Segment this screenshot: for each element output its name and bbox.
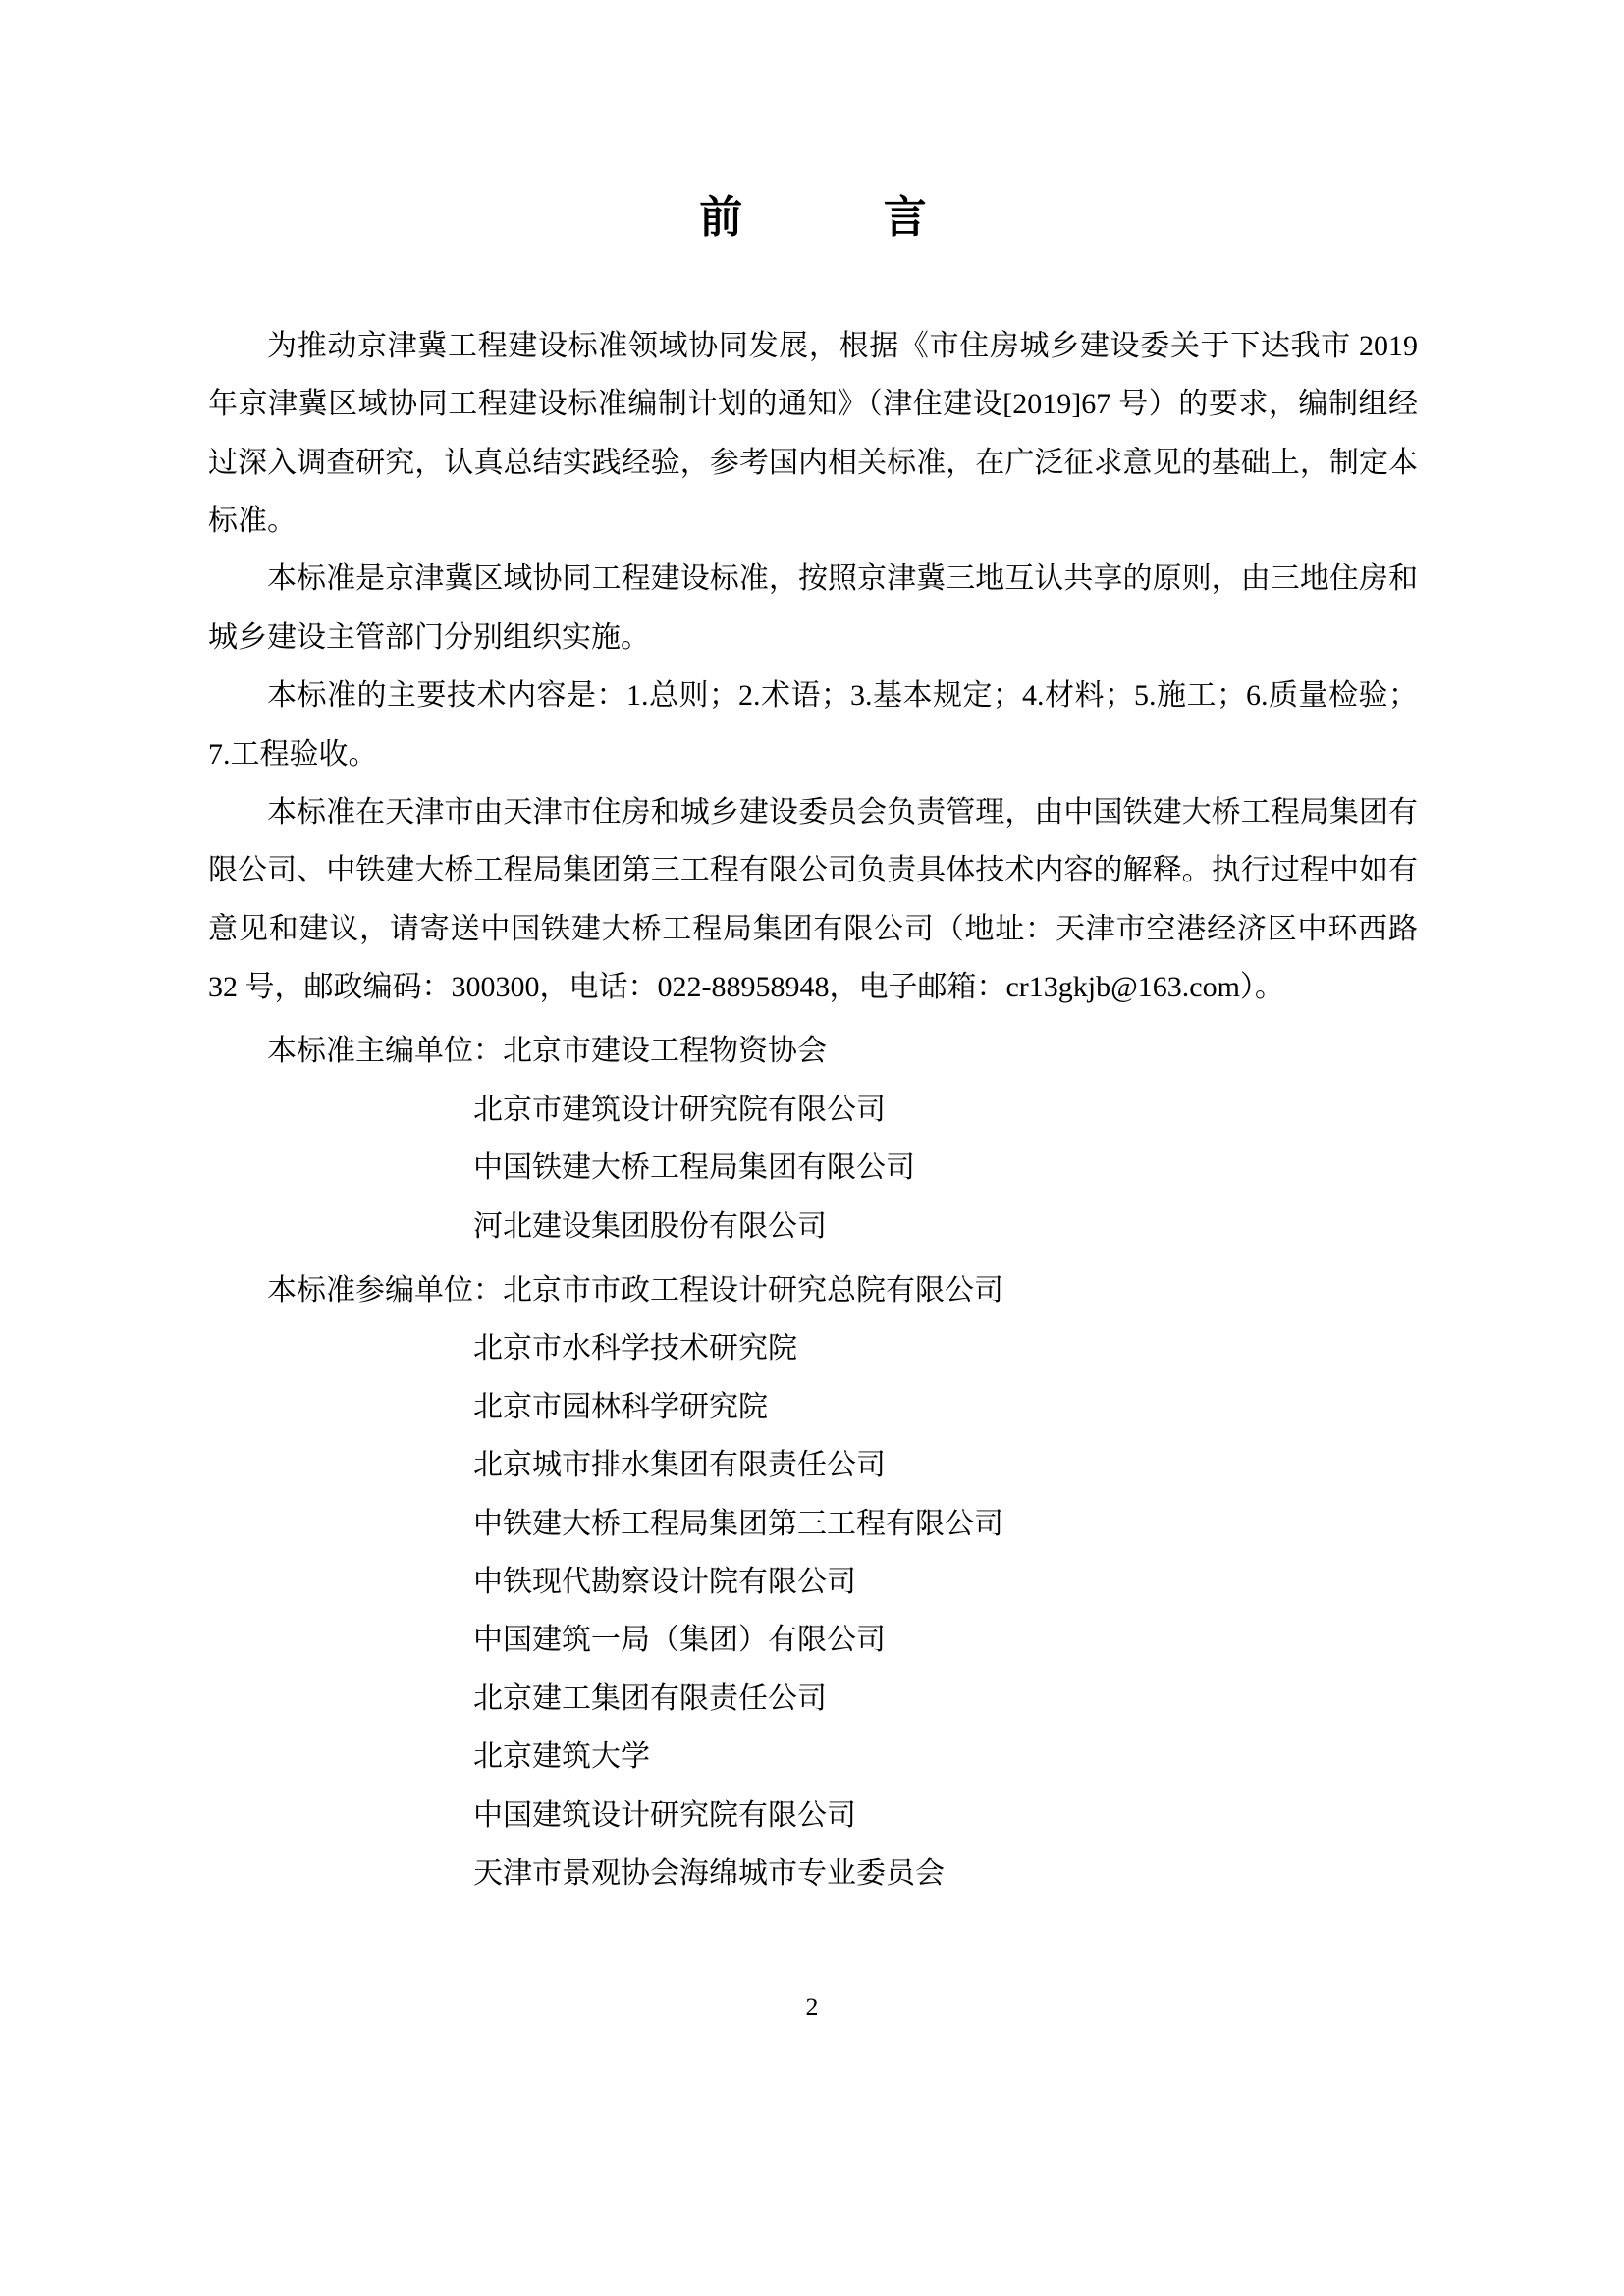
chief-editor-line xyxy=(208,1081,1418,1139)
paragraph-foreword-1: 为推动京津冀工程建设标准领域协同发展，根据《市住房城乡建设委关于下达我市 2019 年京津冀区域协同工程建设标准编制计划的通知》（津住建设[2019]67 号）的要求，编制组经过深入调查研究，认真总结实践经验，参考国内相关标准，在广泛征求意见的基础上，制定本标准。 xyxy=(208,329,1418,537)
chief-editor-label: 本标准主编单位： xyxy=(267,1035,503,1068)
chief-editor-units xyxy=(208,1022,1418,1255)
participating-editor-line xyxy=(208,1378,1418,1436)
participating-editor-line xyxy=(208,1728,1418,1786)
participating-editor-line xyxy=(208,1670,1418,1728)
participating-editor-unit: 北京建筑大学 xyxy=(473,1740,650,1774)
page-content xyxy=(208,0,1418,1902)
participating-editor-unit: 中国建筑设计研究院有限公司 xyxy=(473,1798,856,1832)
participating-editor-unit: 中铁现代勘察设计院有限公司 xyxy=(473,1566,856,1598)
participating-editor-label: 本标准参编单位： xyxy=(267,1274,503,1308)
participating-editor-unit: 北京市市政工程设计研究总院有限公司 xyxy=(503,1274,1003,1308)
chief-editor-unit: 北京市建筑设计研究院有限公司 xyxy=(473,1093,886,1126)
participating-editor-unit: 北京建工集团有限责任公司 xyxy=(473,1682,827,1715)
chief-editor-line xyxy=(208,1139,1418,1197)
page-title: 前 言 xyxy=(699,193,946,241)
participating-editor-line xyxy=(208,1553,1418,1611)
participating-editor-unit: 天津市景观协会海绵城市专业委员会 xyxy=(473,1856,945,1890)
paragraph-foreword-3: 本标准的主要技术内容是：1.总则；2.术语；3.基本规定；4.材料；5.施工；6.质量检验；7.工程验收。 xyxy=(208,679,1418,771)
participating-editor-unit: 中国建筑一局（集团）有限公司 xyxy=(473,1624,886,1657)
participating-editor-line xyxy=(208,1844,1418,1902)
participating-editor-first-line xyxy=(208,1261,1418,1319)
chief-editor-first-line xyxy=(208,1022,1418,1080)
participating-editor-line xyxy=(208,1787,1418,1844)
paragraph-foreword-4: 本标准在天津市由天津市住房和城乡建设委员会负责管理，由中国铁建大桥工程局集团有限公司、中铁建大桥工程局集团第三工程有限公司负责具体技术内容的解释。执行过程中如有意见和建议，请寄送中国铁建大桥工程局集团有限公司（地址：天津市空港经济区中环西路 32 号，邮政编码：300300，电话：022-88958948，电子邮箱：cr13gkjb@163.com）。 xyxy=(208,795,1418,1004)
participating-editor-unit: 北京市水科学技术研究院 xyxy=(473,1332,797,1365)
participating-editor-units xyxy=(208,1261,1418,1902)
participating-editor-unit: 北京城市排水集团有限责任公司 xyxy=(473,1449,886,1482)
chief-editor-unit: 河北建设集团股份有限公司 xyxy=(473,1209,827,1243)
participating-editor-line xyxy=(208,1319,1418,1377)
participating-editor-line xyxy=(208,1495,1418,1553)
participating-editor-line xyxy=(208,1611,1418,1669)
participating-editor-unit: 中铁建大桥工程局集团第三工程有限公司 xyxy=(473,1507,1003,1540)
chief-editor-unit: 北京市建设工程物资协会 xyxy=(503,1035,827,1068)
participating-editor-unit: 北京市园林科学研究院 xyxy=(473,1390,768,1423)
chief-editor-unit: 中国铁建大桥工程局集团有限公司 xyxy=(473,1151,915,1185)
paragraph-foreword-2: 本标准是京津冀区域协同工程建设标准，按照京津冀三地互认共享的原则，由三地住房和城乡建设主管部门分别组织实施。 xyxy=(208,562,1418,654)
page-number: 2 xyxy=(805,1993,819,2021)
chief-editor-line xyxy=(208,1198,1418,1255)
participating-editor-line xyxy=(208,1436,1418,1494)
